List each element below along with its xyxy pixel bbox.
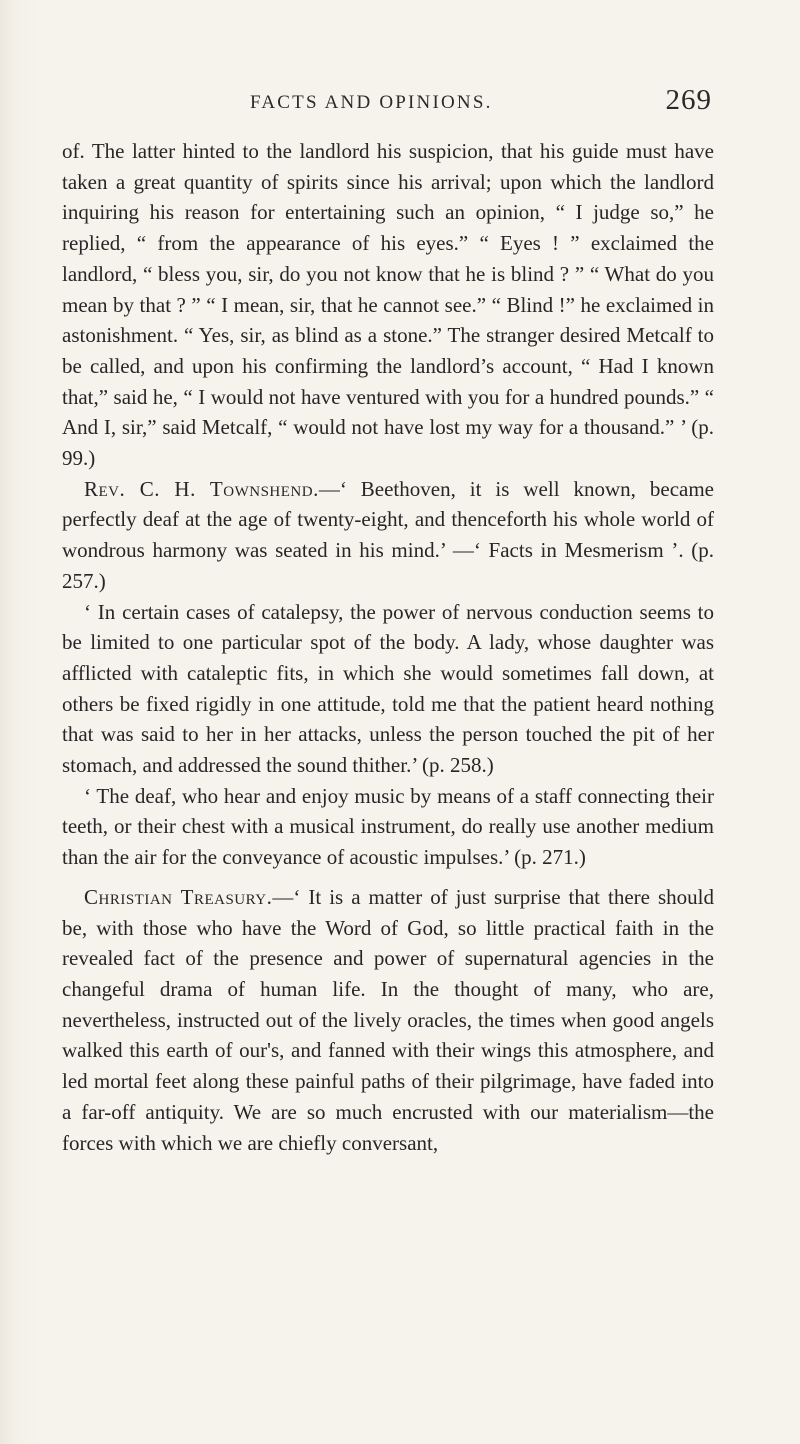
paragraph	[62, 597, 714, 781]
paragraph-text: ‘ In certain cases of catalepsy, the power of nervous conduction seems to be limited to one particular spot of the body. A lady, whose daughter was afflicted with cataleptic fits, in which she would sometimes fall down, at others be fixed rigidly in one attitude, told me that the patient heard nothing that was said to her in her attacks, unless the person touched the pit of her stomach, and addressed the sound thither.’ (p. 258.)	[62, 599, 714, 778]
body-text	[62, 136, 714, 1158]
running-head: FACTS AND OPINIONS.	[250, 92, 493, 113]
paragraph	[62, 882, 714, 1158]
paragraph-text: of. The latter hinted to the landlord his suspicion, that his guide must have taken a great quantity of spirits since his arrival; upon which the landlord inquiring his reason for entertaining such an opinion, “ I judge so,” he replied, “ from the appearance of his eyes.” “ Eyes ! ” exclaimed the landlord, “ bless you, sir, do you not know that he is blind ? ” “ What do you mean by that ? ” “ I mean, sir, that he cannot see.” “ Blind !” he exclaimed in astonishment. “ Yes, sir, as blind as a stone.” The stranger desired Metcalf to be called, and upon his confirming the landlord’s account, “ Had I known that,” said he, “ I would not have ventured with you for a hundred pounds.” “ And I, sir,” said Metcalf, “ would not have lost my way for a thousand.” ’ (p. 99.)	[62, 139, 714, 471]
paragraph	[62, 781, 714, 873]
paragraph	[62, 474, 714, 597]
page-header	[62, 84, 714, 126]
source-name: Rev. C. H. Townshend.	[84, 476, 319, 501]
paragraph-text: ‘ The deaf, who hear and enjoy music by means of a staff connecting their teeth, or their chest with a musical instrument, do really use another medium than the air for the conveyance of acoustic impulses.’ (p. 271.)	[62, 783, 714, 870]
paragraph	[62, 136, 714, 474]
paragraph-text: —‘ It is a matter of just surprise that there should be, with those who have the Word of God, so little practical faith in the revealed fact of the presence and power of supernatural agencies in the changeful drama of human life. In the thought of many, who are, nevertheless, instructed out of the lively oracles, the times when good angels walked this earth of our's, and fanned with their wings this atmosphere, and led mortal feet along these painful paths of their pilgrimage, have faded into a far-off antiquity. We are so much encrusted with our materialism—the forces with which we are chiefly conversant,	[62, 884, 714, 1155]
paragraph-text: —‘ Beethoven, it is well known, became perfectly deaf at the age of twenty-eight, and thenceforth his whole world of wondrous harmony was seated in his mind.’ —‘ Facts in Mesmerism ’. (p. 257.)	[62, 476, 714, 593]
page-number: 269	[665, 84, 712, 116]
source-name: Christian Treasury.	[84, 884, 273, 909]
